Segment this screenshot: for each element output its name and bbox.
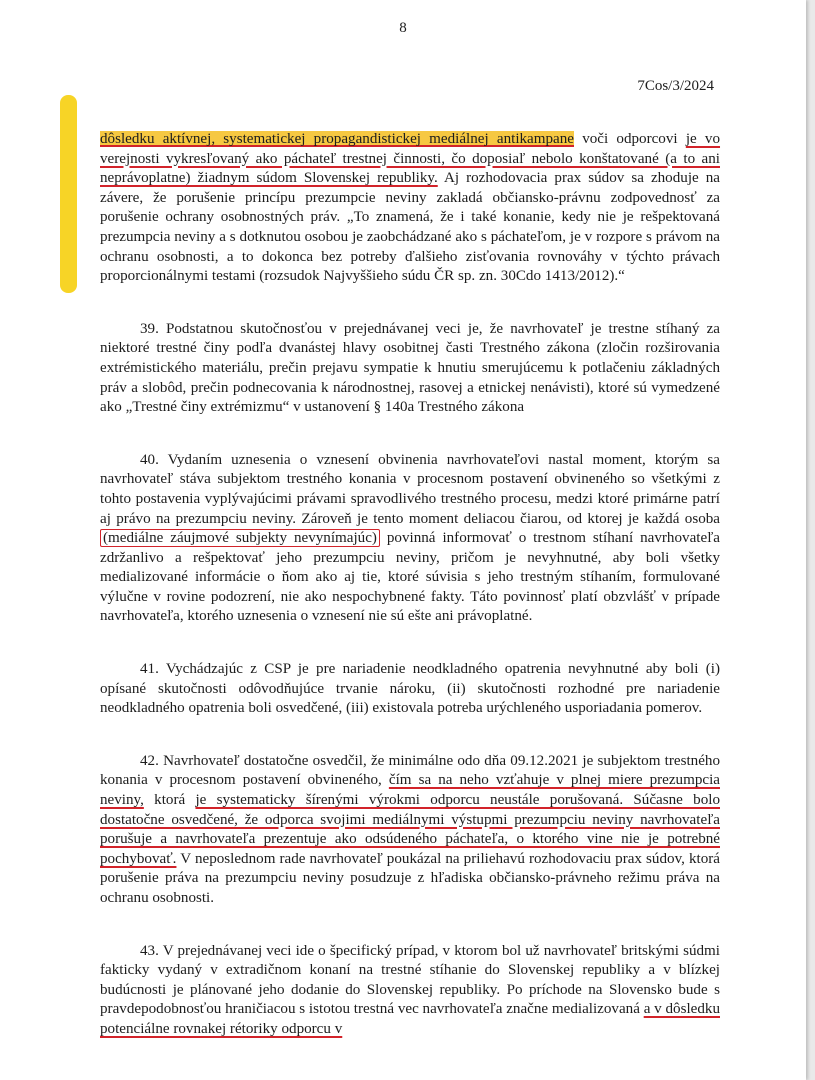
document-body: [100, 130, 720, 1073]
text-run: V neposlednom rade navrhovateľ poukázal na priliehavú rozhodovaciu prax súdov, ktorá porušenie práva na prezumpciu neviny posudzuje z hľadiska občiansko-právneho režimu práva na ochranu osobnosti.: [100, 850, 720, 906]
underlined-text: je vo verejnosti vykresľovaný ako páchateľ trestnej činnosti, čo doposiaľ nebolo konštatované (a to ani neprávoplatne) žiadnym súdom Slovenskej republiky.: [100, 131, 721, 187]
text-run: povinná informovať o trestnom stíhaní navrhovateľa zdržanlivo a rešpektovať jeho prezumpciu neviny, pričom je nevyhnutné, aby boli všetky medializované informácie o ňom ako aj tie, ktoré súvisia s jeho trestným stíhaním, formulované výlučne v rovine podozrení, nie ako nespochybnené fakty. Táto povinnosť platí obzvlášť v prípade navrhovateľa, ktorého uznesenia o vznesení nie sú ešte ani právoplatné.: [100, 530, 720, 625]
text-run: 41. Vychádzajúc z CSP je pre nariadenie neodkladného opatrenia nevyhnutné aby boli (i) opísané skutočnosti odôvodňujúce trvanie nároku, (ii) skutočnosti rozhodné pre nariadenie neodkladného opatrenia boli osvedčené, (iii) existovala potreba urýchleného usporiadania pomerov.: [100, 661, 720, 717]
text-run: 43. V prejednávanej veci ide o špecifický prípad, v ktorom bol už navrhovateľ britskými súdmi fakticky vydaný v extradičnom konaní na trestné stíhanie do Slovenskej republiky a v blízkej budúcnosti je plánované jeho dodanie do Slovenskej republiky. Po príchode na Slovensko bude s pravdepodobnosťou hraničiacou s istotou trestná vec navrhovateľa značne medializovaná: [100, 942, 720, 1018]
underlined-text: je systematicky šírenými výrokmi odporcu neustále porušovaná. Súčasne bolo dostatočne osvedčené, že odporca svojimi mediálnymi výstupmi prezumpciu neviny navrhovateľa porušuje a navrhovateľa prezentuje ako odsúdeného páchateľa, o ktorého vine nie je potrebné pochybovať.: [100, 792, 720, 867]
paragraph-intro: [100, 130, 720, 287]
paragraph-40: [100, 451, 720, 627]
text-run: ktorá: [143, 792, 196, 809]
text-run: voči odporcovi: [574, 131, 686, 147]
yellow-marker-stroke: [60, 95, 77, 293]
text-run: 39. Podstatnou skutočnosťou v prejednávanej veci je, že navrhovateľ je trestne stíhaný za niektoré trestné činy podľa dvanástej hlavy osobitnej časti Trestného zákona (zločin rozširovania extrémistického materiálu, prečin prejavu sympatie k hnutiu smerujúcemu k potlačeniu základných práv a slobôd, prečin podnecovania k národnostnej, rasovej a etnickej nenávisti), ktoré sú vymedzené ako „Trestné činy extrémizmu“ v ustanovení § 140a Trestného zákona: [100, 320, 720, 416]
page-number: 8: [399, 20, 407, 36]
boxed-text: (mediálne záujmové subjekty nevynímajúc): [100, 529, 380, 547]
paragraph-39: [100, 320, 720, 418]
case-reference: 7Cos/3/2024: [637, 78, 714, 94]
paragraph-41: [100, 660, 720, 719]
text-run: Aj rozhodovacia prax súdov sa zhoduje na závere, že porušenie princípu prezumpcie neviny zakladá občiansko-právnu zodpovednosť za porušenie ochrany osobnostných práv. „To znamená, že i také konanie, kedy nie je rešpektovaná prezumpcia neviny a s dotknutou osobou je zaobchádzané ako s páchateľom, je v rozpore s právom na ochranu osobnosti, a to dokonca bez potreby ďalšieho zisťovania rovnováhy v týchto právach proporcionálnymi testami (rozsudok Najvyššieho súdu ČR sp. zn. 30Cdo 1413/2012).“: [100, 170, 720, 285]
paragraph-42: [100, 752, 720, 909]
text-run: 42. Navrhovateľ dostatočne osvedčil, že minimálne odo dňa 09.12.2021 je subjektom trestného konania v procesnom postavení obvineného,: [100, 752, 720, 789]
underlined-text: čím sa na neho vzťahuje v plnej miere prezumpcia neviny,: [100, 772, 720, 809]
paragraph-43: [100, 942, 720, 1040]
highlighted-text: dôsledku aktívnej, systematickej propagandistickej mediálnej antikampane: [100, 131, 574, 147]
text-run: 40. Vydaním uznesenia o vznesení obvinenia navrhovateľovi nastal moment, ktorým sa navrhovateľ stáva subjektom trestného konania v procesnom postavení obvineného so všetkými z tohto postavenia vyplývajúcimi právami spravodlivého trestného procesu, medzi ktoré primárne patrí aj právo na prezumpciu neviny. Zároveň je tento moment deliacou čiarou, od ktorej je každá osoba: [100, 451, 720, 527]
underlined-text: a v dôsledku potenciálne rovnakej rétoriky odporcu v: [100, 1001, 720, 1037]
